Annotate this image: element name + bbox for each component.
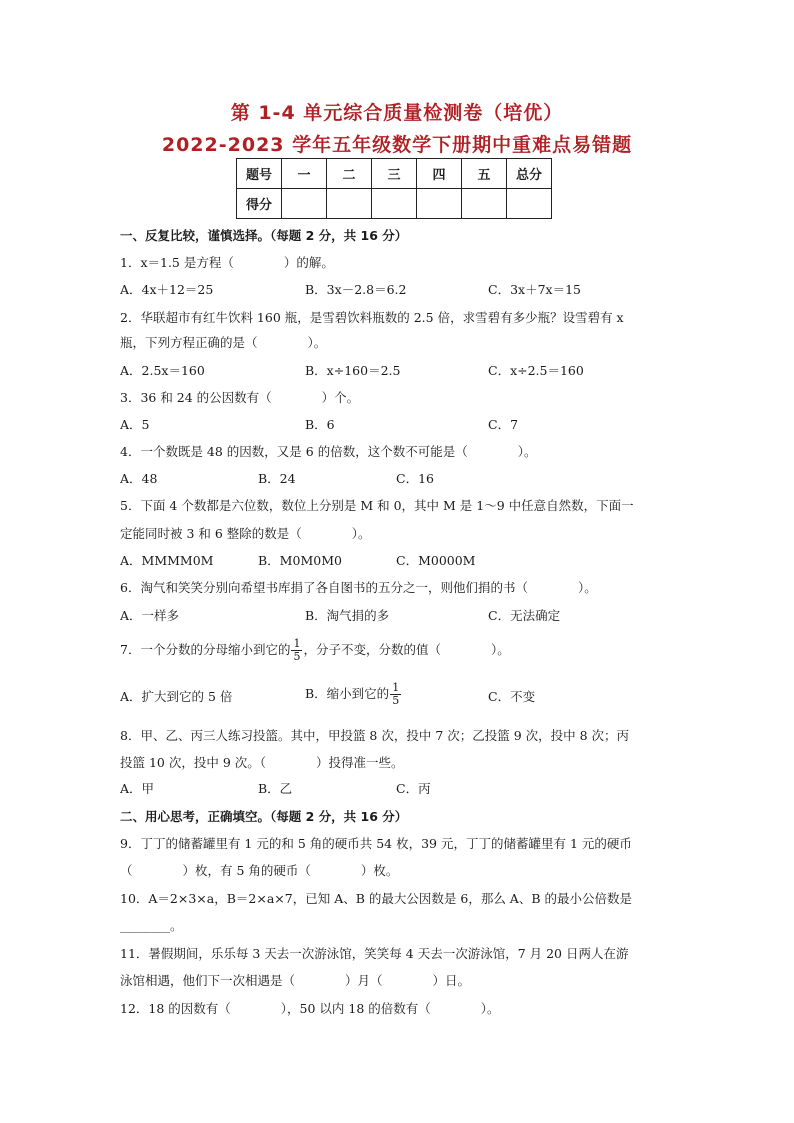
q4-option-b[interactable]: B．24 <box>258 471 296 486</box>
header-cell: 题号 <box>237 159 282 189</box>
fraction-one-fifth <box>291 638 302 663</box>
q8-text-2: 投篮 10 次，投中 9 次。（ ）投得准一些。 <box>120 755 404 770</box>
q6-option-c[interactable]: C．无法确定 <box>488 608 561 623</box>
score-table-header-row <box>237 159 552 189</box>
q3-option-b[interactable]: B．6 <box>305 417 335 432</box>
q11-text-2: 泳馆相遇，他们下一次相遇是（ ）月（ ）日。 <box>120 973 471 988</box>
section-1-heading: 一、反复比较，谨慎选择。（每题 2 分，共 16 分） <box>120 228 408 243</box>
score-cell[interactable] <box>462 189 507 219</box>
header-cell: 总分 <box>507 159 552 189</box>
q2-option-b[interactable]: B．x÷160＝2.5 <box>305 363 401 378</box>
q7-option-b-text: B．缩小到它的 <box>305 686 390 701</box>
q9-text-1: 9．丁丁的储蓄罐里有 1 元的和 5 角的硬币共 54 枚，39 元，丁丁的储蓄罐里有 1 元的硬币 <box>120 836 632 851</box>
score-cell[interactable] <box>327 189 372 219</box>
header-cell: 四 <box>417 159 462 189</box>
q7-text <box>120 638 510 663</box>
fraction-denominator: 5 <box>293 650 301 663</box>
q3-option-c[interactable]: C．7 <box>488 417 519 432</box>
q2-option-c[interactable]: C．x÷2.5＝160 <box>488 363 584 378</box>
q5-text-1: 5．下面 4 个数都是六位数，数位上分别是 M 和 0，其中 M 是 1～9 中任意自然数，下面一 <box>120 498 634 513</box>
score-cell[interactable] <box>507 189 552 219</box>
q6-text: 6．淘气和笑笑分别向希望书库捐了各自图书的五分之一，则他们捐的书（ ）。 <box>120 580 597 595</box>
q3-option-a[interactable]: A．5 <box>120 417 150 432</box>
q6-option-b[interactable]: B．淘气捐的多 <box>305 608 390 623</box>
fraction-one-fifth <box>390 682 401 707</box>
score-cell[interactable] <box>282 189 327 219</box>
q10-text-1: 10．A＝2×3×a，B＝2×a×7，已知 A、B 的最大公因数是 6，那么 A、B 的最小公倍数是 <box>120 891 632 906</box>
row-label-cell: 得分 <box>237 189 282 219</box>
q7-option-a[interactable]: A．扩大到它的 5 倍 <box>120 689 233 704</box>
q2-text-2: 瓶，下列方程正确的是（ ）。 <box>120 335 327 350</box>
fraction-numerator: 1 <box>293 637 301 650</box>
q1-option-c[interactable]: C．3x＋7x＝15 <box>488 282 581 297</box>
q5-option-a[interactable]: A．MMMM0M <box>120 553 214 568</box>
q10-text-2: ________。 <box>120 918 183 933</box>
q5-option-c[interactable]: C．M0000M <box>396 553 476 568</box>
q2-option-a[interactable]: A．2.5x＝160 <box>120 363 205 378</box>
q4-option-a[interactable]: A．48 <box>120 471 158 486</box>
q5-text-2: 定能同时被 3 和 6 整除的数是（ ）。 <box>120 526 371 541</box>
fraction-denominator: 5 <box>392 694 400 707</box>
q7-text-pre: 7．一个分数的分母缩小到它的 <box>120 642 291 657</box>
q4-text: 4．一个数既是 48 的因数，又是 6 的倍数，这个数不可能是（ ）。 <box>120 444 537 459</box>
score-cell[interactable] <box>417 189 462 219</box>
title-line-1: 第 1-4 单元综合质量检测卷（培优） <box>230 102 564 124</box>
q3-text: 3．36 和 24 的公因数有（ ）个。 <box>120 390 360 405</box>
title-line-2: 2022-2023 学年五年级数学下册期中重难点易错题 <box>161 134 633 156</box>
fraction-numerator: 1 <box>392 681 400 694</box>
q12-text: 12．18 的因数有（ ），50 以内 18 的倍数有（ ）。 <box>120 1001 500 1016</box>
q8-option-b[interactable]: B．乙 <box>258 781 293 796</box>
q7-option-b[interactable] <box>305 682 402 707</box>
q2-text-1: 2．华联超市有红牛饮料 160 瓶，是雪碧饮料瓶数的 2.5 倍，求雪碧有多少瓶？设雪碧有 x <box>120 310 624 325</box>
q11-text-1: 11．暑假期间，乐乐每 3 天去一次游泳馆，笑笑每 4 天去一次游泳馆，7 月 20 日两人在游 <box>120 946 629 961</box>
q8-option-a[interactable]: A．甲 <box>120 781 155 796</box>
score-cell[interactable] <box>372 189 417 219</box>
header-cell: 二 <box>327 159 372 189</box>
q9-text-2: （ ）枚，有 5 角的硬币（ ）枚。 <box>120 863 399 878</box>
score-table-score-row <box>237 189 552 219</box>
q6-option-a[interactable]: A．一样多 <box>120 608 180 623</box>
score-table <box>236 158 552 219</box>
q5-option-b[interactable]: B．M0M0M0 <box>258 553 342 568</box>
q4-option-c[interactable]: C．16 <box>396 471 434 486</box>
q8-text-1: 8．甲、乙、丙三人练习投篮。其中，甲投篮 8 次，投中 7 次；乙投篮 9 次，投中 8 次；丙 <box>120 728 630 743</box>
header-cell: 三 <box>372 159 417 189</box>
q7-text-post: ，分子不变，分数的值（ ）。 <box>303 642 510 657</box>
header-cell: 五 <box>462 159 507 189</box>
q1-option-b[interactable]: B．3x－2.8＝6.2 <box>305 282 407 297</box>
q7-option-c[interactable]: C．不变 <box>488 689 536 704</box>
section-2-heading: 二、用心思考，正确填空。（每题 2 分，共 16 分） <box>120 809 408 824</box>
q1-option-a[interactable]: A．4x＋12＝25 <box>120 282 214 297</box>
header-cell: 一 <box>282 159 327 189</box>
q1-text: 1．x＝1.5 是方程（ ）的解。 <box>120 255 334 270</box>
q8-option-c[interactable]: C．丙 <box>396 781 431 796</box>
